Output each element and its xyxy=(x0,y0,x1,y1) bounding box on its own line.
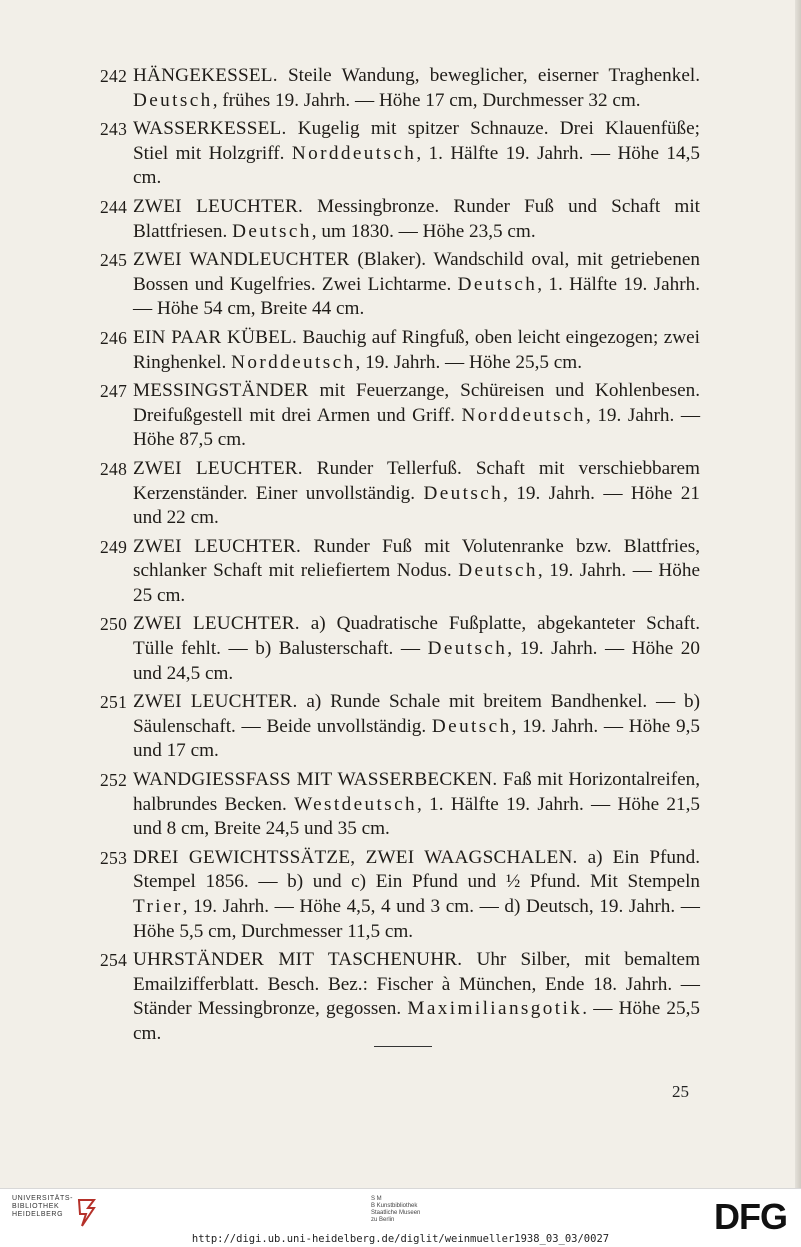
catalog-entry xyxy=(100,535,700,609)
entry-origin: Maximiliansgotik xyxy=(407,998,583,1020)
entry-origin: Deutsch xyxy=(431,715,512,737)
entry-description: a) Runde Schale mit breitem Bandhenkel. — b) Säulenschaft. — Beide unvollständig. xyxy=(133,691,700,737)
page-edge xyxy=(795,0,801,1188)
catalog-entries xyxy=(100,64,700,1051)
page-number: 25 xyxy=(672,1082,689,1101)
library-line-1: UNIVERSITÄTS- xyxy=(12,1195,74,1202)
entry-origin: Westdeutsch xyxy=(294,793,418,815)
library-line-3: HEIDELBERG xyxy=(12,1211,64,1218)
entry-description: Messingbronze. Runder Fuß und Schaft mit Blattfriesen. xyxy=(133,195,700,242)
entry-description: Runder Tellerfuß. Schaft mit verschiebbarem Kerzenständer. Einer unvollständig. xyxy=(133,457,700,504)
entry-details: , 19. Jahrh. — Höhe 25,5 cm. xyxy=(355,351,582,373)
catalog-entry xyxy=(100,612,700,686)
entry-details: , 19. Jahrh. — Höhe 20 und 24,5 cm. xyxy=(133,638,700,684)
entry-details: , 19. Jahrh. — Höhe 9,5 und 17 cm. xyxy=(133,715,700,762)
catalog-entry xyxy=(100,768,700,842)
entry-description: Faß mit Horizontalreifen, halbrundes Becken. xyxy=(133,769,700,815)
entry-description: a) Ein Pfund. Stempel 1856. — b) und c) Ein Pfund und ½ Pfund. Mit Stempeln xyxy=(133,846,700,893)
entry-origin: Trier xyxy=(133,896,183,917)
entry-details: , 19. Jahrh. — Höhe 87,5 cm. xyxy=(133,404,701,451)
credit-line-4: zu Berlin xyxy=(371,1217,395,1223)
catalog-entry xyxy=(100,117,700,191)
entry-details: , 19. Jahrh. — Höhe 4,5, 4 und 3 cm. — d) Deutsch, 19. Jahrh. — Höhe 5,5 cm, Durchmesser 11,5 cm. xyxy=(133,896,700,942)
library-logo-text[interactable] xyxy=(12,1195,73,1219)
end-rule xyxy=(374,1046,432,1047)
entry-origin: Deutsch xyxy=(458,560,538,582)
source-url-link[interactable]: http://digi.ub.uni-heidelberg.de/diglit/weinmueller1938_03_03/0027 xyxy=(191,1233,610,1245)
entry-title: ZWEI WANDLEUCHTER xyxy=(133,249,350,271)
catalog-entry xyxy=(100,64,700,113)
catalog-entry xyxy=(100,326,700,375)
entry-number: 252 xyxy=(100,770,128,791)
credit-line-2: B Kunstbibliothek xyxy=(371,1203,418,1209)
entry-origin: Norddeutsch xyxy=(461,404,586,426)
entry-details: , 1. Hälfte 19. Jahrh. — Höhe 21,5 und 8 cm, Breite 24,5 und 35 cm. xyxy=(133,793,700,840)
entry-origin: Norddeutsch xyxy=(291,142,417,164)
credit-line-3: Staatliche Museen xyxy=(371,1210,421,1216)
entry-number: 253 xyxy=(100,847,128,868)
entry-number: 254 xyxy=(100,950,128,971)
library-line-2: BIBLIOTHEK xyxy=(12,1203,60,1210)
entry-title: WASSERKESSEL. xyxy=(133,118,287,140)
entry-title: ZWEI LEUCHTER. xyxy=(133,691,298,713)
entry-number: 248 xyxy=(100,458,128,479)
entry-title: ZWEI LEUCHTER. xyxy=(133,535,302,557)
entry-number: 246 xyxy=(100,327,128,348)
entry-title: ZWEI LEUCHTER. xyxy=(133,457,303,479)
entry-details: , frühes 19. Jahrh. — Höhe 17 cm, Durchmesser 32 cm. xyxy=(212,89,641,111)
catalog-entry xyxy=(100,195,700,244)
entry-title: ZWEI LEUCHTER. xyxy=(133,195,303,217)
entry-origin: Deutsch xyxy=(423,482,504,504)
entry-description: Kugelig mit spitzer Schnauze. Drei Klauenfüße; Stiel mit Holzgriff. xyxy=(133,118,700,164)
entry-origin: Norddeutsch xyxy=(231,351,356,373)
entry-details: , 1. Hälfte 19. Jahrh. — Höhe 54 cm, Breite 44 cm. xyxy=(133,273,700,320)
entry-description: Steile Wandung, beweglicher, eiserner Traghenkel. xyxy=(277,65,700,86)
entry-origin: Deutsch xyxy=(232,220,312,242)
entry-number: 244 xyxy=(100,196,128,217)
entry-title: EIN PAAR KÜBEL. xyxy=(133,326,297,348)
catalog-entry xyxy=(100,248,700,322)
entry-details: , 19. Jahrh. — Höhe 21 und 22 cm. xyxy=(133,482,700,529)
entry-details: , 19. Jahrh. — Höhe 25 cm. xyxy=(133,560,700,606)
entry-description: (Blaker). Wandschild oval, mit getriebenen Bossen und Kugelfries. Zwei Lichtarme. xyxy=(133,249,700,295)
entry-title: DREI GEWICHTSSÄTZE, ZWEI WAAGSCHALEN. xyxy=(133,846,578,868)
entry-details: , 1. Hälfte 19. Jahrh. — Höhe 14,5 cm. xyxy=(133,142,701,189)
entry-origin: Deutsch xyxy=(457,273,538,295)
entry-number: 250 xyxy=(100,614,128,635)
catalog-entry xyxy=(100,457,700,531)
dfg-logo[interactable]: DFG xyxy=(714,1196,787,1237)
entry-origin: Deutsch xyxy=(427,638,508,660)
entry-number: 245 xyxy=(100,250,128,271)
entry-details: . — Höhe 25,5 cm. xyxy=(133,998,700,1044)
entry-description: Bauchig auf Ringfuß, oben leicht eingezogen; zwei Ringhenkel. xyxy=(133,326,700,373)
catalog-entry xyxy=(100,690,700,764)
entry-number: 243 xyxy=(100,119,128,140)
entry-number: 242 xyxy=(100,66,128,86)
library-logo-icon[interactable] xyxy=(76,1196,98,1230)
entry-description: Runder Fuß mit Volutenranke bzw. Blattfries, schlanker Schaft mit reliefiertem Nodus. xyxy=(133,535,701,582)
entry-number: 251 xyxy=(100,692,128,713)
catalog-entry xyxy=(100,948,700,1046)
entry-details: , um 1830. — Höhe 23,5 cm. xyxy=(311,220,536,242)
entry-title: HÄNGEKESSEL. xyxy=(133,65,278,86)
entry-origin: Deutsch xyxy=(133,89,213,111)
entry-description: a) Quadratische Fußplatte, abgekanteter Schaft. Tülle fehlt. — b) Balusterschaft. — xyxy=(133,613,700,660)
museum-credit xyxy=(371,1196,451,1224)
catalog-entry xyxy=(100,379,700,453)
entry-description: Uhr Silber, mit bemaltem Emailzifferblatt. Besch. Bez.: Fischer à München, Ende 18. Jahrh. — Ständer Messingbronze, gegossen. xyxy=(133,949,700,1020)
entry-title: UHRSTÄNDER MIT TASCHENUHR. xyxy=(133,949,463,971)
entry-title: MESSINGSTÄNDER xyxy=(133,380,309,402)
entry-title: WANDGIESSFASS MIT WASSERBECKEN. xyxy=(133,769,498,791)
catalog-entry xyxy=(100,846,700,944)
entry-description: mit Feuerzange, Schüreisen und Kohlenbesen. Dreifußgestell mit drei Armen und Griff. xyxy=(133,380,700,426)
entry-title: ZWEI LEUCHTER. xyxy=(133,613,300,635)
credit-line-1: S M xyxy=(371,1196,382,1202)
entry-number: 249 xyxy=(100,536,128,557)
entry-number: 247 xyxy=(100,381,128,402)
